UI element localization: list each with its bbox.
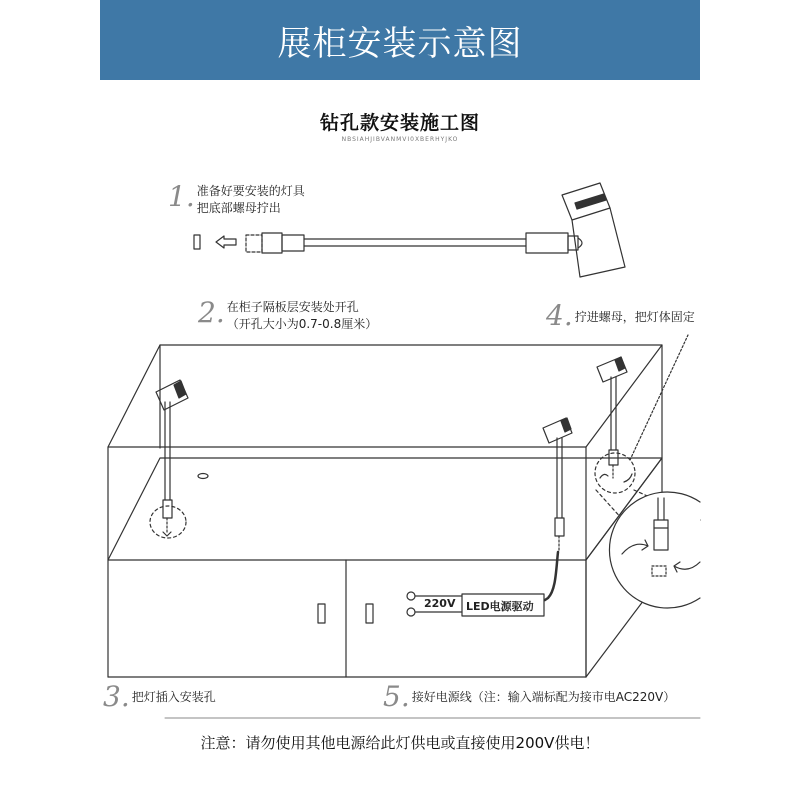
page-title: 展柜安装示意图: [277, 23, 523, 64]
nut-piece: [194, 235, 200, 249]
led-driver-label: LED电源驱动: [466, 600, 534, 613]
detail-circle: [150, 506, 186, 538]
spotlight-lens: [615, 357, 625, 371]
lamp-inserted-left: [150, 380, 188, 538]
lamp-base: [163, 500, 172, 518]
step-5: [383, 680, 676, 713]
cabinet-shelf: [108, 458, 662, 560]
wire-terminal: [407, 592, 415, 600]
lamp-base: [555, 518, 564, 536]
warning-notice: 注意：请勿使用其他电源给此灯供电或直接使用200V供电！: [200, 734, 600, 752]
step-2-line-1: 在柜子隔板层安装处开孔: [226, 300, 359, 314]
step-1: [168, 180, 305, 217]
rotate-arrow-icon: [624, 474, 632, 482]
step-2-line-2: （开孔大小为0.7-0.8厘米）: [226, 317, 378, 331]
callout-line: [630, 335, 688, 460]
step-number: 3.: [103, 680, 130, 713]
drill-hole: [198, 474, 208, 479]
step-number: 1.: [168, 180, 195, 213]
lamp-base: [262, 233, 282, 253]
display-cabinet: [108, 345, 662, 677]
right-door-handle: [366, 604, 373, 623]
step-1-line-2: 把底部螺母拧出: [196, 201, 281, 215]
thread-outline: [246, 235, 262, 252]
detail-circle: [595, 453, 635, 493]
power-cable: [545, 552, 558, 600]
lamp-joint: [526, 233, 568, 253]
cabinet-top-face: [108, 345, 662, 447]
spotlight-lens: [561, 418, 571, 432]
lamp-front-right: [543, 418, 572, 600]
spotlight-lens: [174, 381, 186, 398]
step-4: [546, 299, 695, 332]
step-number: 4.: [546, 299, 573, 332]
wire-terminal: [407, 608, 415, 616]
diagram-subtitle: 钻孔款安装施工图: [319, 112, 480, 134]
step-number: 5.: [383, 680, 410, 713]
voltage-label: 220V: [424, 597, 456, 610]
rotate-arrow-icon: [600, 474, 608, 478]
arrow-left-icon: [216, 236, 236, 248]
step-5-text: 接好电源线（注：输入端标配为接市电AC220V）: [411, 690, 676, 704]
step-3-text: 把灯插入安装孔: [131, 690, 216, 704]
step-number: 2.: [198, 296, 225, 329]
step-2: [198, 296, 378, 333]
step-3: [103, 680, 216, 713]
lamp-head-body: [572, 208, 625, 277]
step-4-text: 拧进螺母，把灯体固定: [574, 310, 695, 324]
lamp-collar: [282, 235, 304, 251]
lamp-back-right: [595, 335, 700, 520]
subtitle-code: NBSIAHJIBVANMVI0XBERHYJKO: [341, 136, 459, 143]
left-door-handle: [318, 604, 325, 623]
step-1-line-1: 准备好要安装的灯具: [196, 184, 305, 198]
lamp-head-stripe: [575, 194, 606, 209]
